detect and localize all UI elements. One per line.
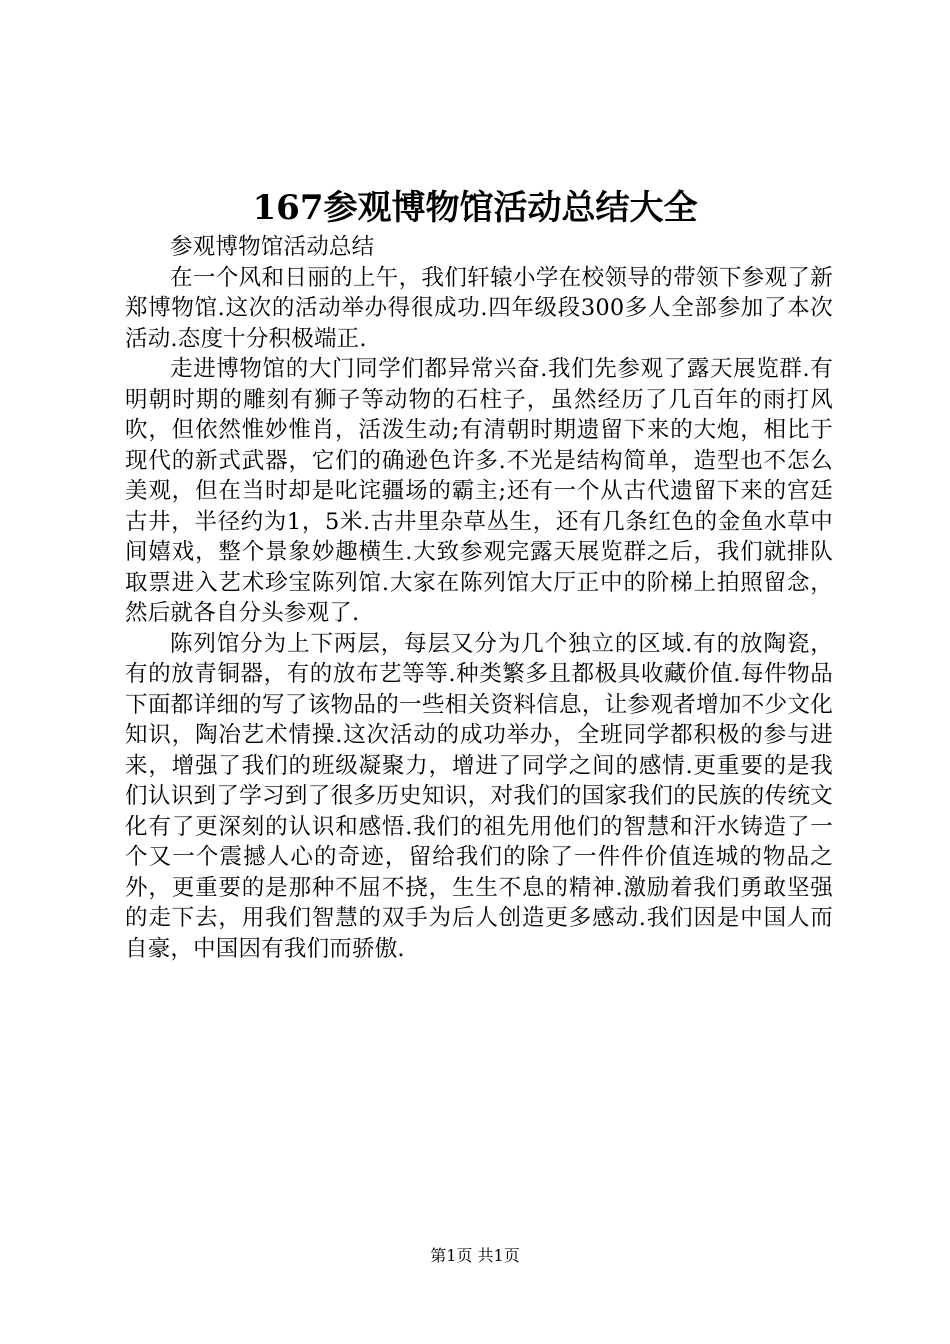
paragraph-2: 走进博物馆的大门同学们都异常兴奋.我们先参观了露天展览群.有明朝时期的雕刻有狮子等动物的石柱子，虽然经历了几百年的雨打风吹，但依然惟妙惟肖，活泼生动;有清朝时期遗留下来的大炮，相比于现代的新式武器，它们的确逊色许多.不光是结构简单，造型也不怎么美观，但在当时却是叱诧疆场的霸主;还有一个从古代遗留下来的宫廷古井，半径约为1，5米.古井里杂草丛生，还有几条红色的金鱼水草中间嬉戏，整个景象妙趣横生.大致参观完露天展览群之后，我们就排队取票进入艺术珍宝陈列馆.大家在陈列馆大厅正中的阶梯上拍照留念，然后就各自分头参观了.	[125, 356, 833, 626]
document-subtitle: 参观博物馆活动总结	[170, 234, 375, 260]
document-title: 167参观博物馆活动总结大全	[252, 188, 698, 228]
page-number-footer: 第1页 共1页	[430, 1246, 520, 1265]
document-body	[125, 232, 833, 964]
paragraph-3: 陈列馆分为上下两层，每层又分为几个独立的区域.有的放陶瓷，有的放青铜器，有的放布艺等等.种类繁多且都极具收藏价值.每件物品下面都详细的写了该物品的一些相关资料信息，让参观者增加不少文化知识，陶冶艺术情操.这次活动的成功举办，全班同学都积极的参与进来，增强了我们的班级凝聚力，增进了同学之间的感情.更重要的是我们认识到了学习到了很多历史知识，对我们的国家我们的民族的传统文化有了更深刻的认识和感悟.我们的祖先用他们的智慧和汗水铸造了一个又一个震撼人心的奇迹，留给我们的除了一件件价值连城的物品之外，更重要的是那种不屈不挠，生生不息的精神.激励着我们勇敢坚强的走下去，用我们智慧的双手为后人创造更多感动.我们因是中国人而自豪，中国因有我们而骄傲.	[125, 630, 833, 962]
paragraph-1: 在一个风和日丽的上午，我们轩辕小学在校领导的带领下参观了新郑博物馆.这次的活动举办得很成功.四年级段300多人全部参加了本次活动.态度十分积极端正.	[125, 264, 833, 352]
